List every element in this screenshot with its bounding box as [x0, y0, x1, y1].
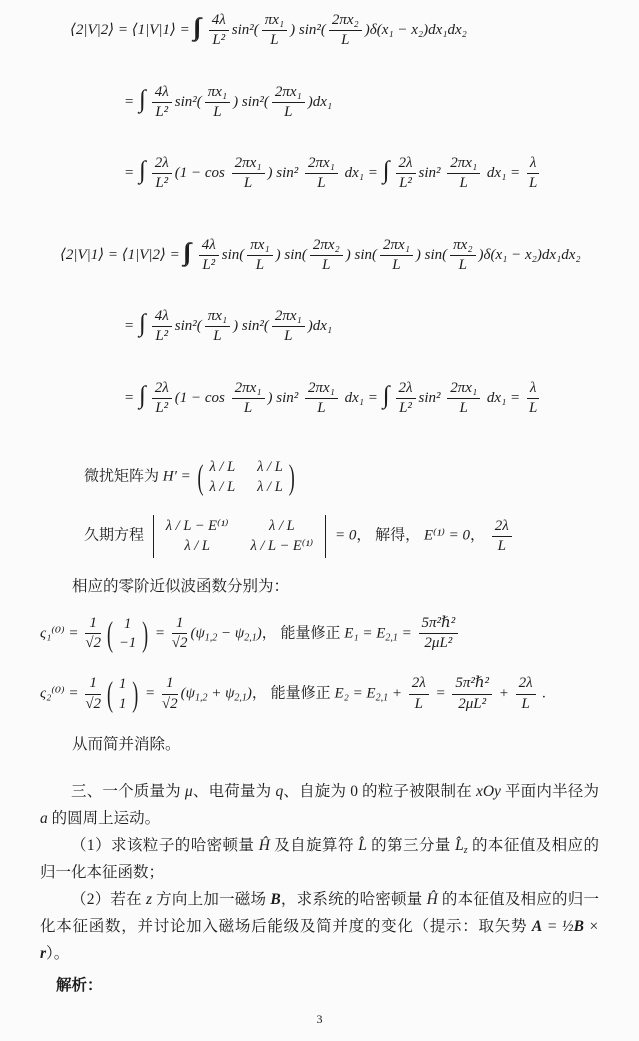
equation-secular-equation: [84, 515, 601, 557]
fraction-denominator: L²: [399, 175, 412, 192]
fraction-denominator: L²: [155, 103, 169, 120]
math-text: sin²: [418, 165, 445, 182]
text-run: 、电荷量为: [192, 783, 276, 801]
fraction-numerator: 2λ: [516, 675, 536, 694]
equation-diagonal-matrix-element: [70, 12, 601, 50]
equation-zero-order-state-1: [40, 614, 601, 654]
math-text: =: [124, 165, 138, 182]
text-run: ， 能量修正: [251, 685, 335, 702]
math-text: =: [151, 625, 169, 642]
matrix-cell: λ / L: [257, 459, 283, 475]
math-text: (1 − cos: [174, 165, 229, 182]
math-fraction: [447, 380, 480, 418]
math-fraction: [396, 380, 416, 418]
fraction-denominator: 2μL²: [458, 695, 487, 712]
text-run: 的圆周上运动。: [47, 810, 161, 828]
matrix-cell: 1: [123, 615, 132, 632]
problem-intro-paragraph: [40, 778, 599, 832]
math-fraction: [409, 675, 429, 713]
math-subscript: 1,2: [194, 692, 208, 704]
math-text: (1 − cos: [174, 389, 229, 406]
math-fraction: [527, 380, 540, 418]
problem-part-2-paragraph: [40, 886, 599, 967]
integral-sign: ∫: [138, 310, 146, 338]
text-run: ，求系统的哈密顿量: [280, 891, 427, 909]
matrix-cell: 1: [119, 695, 127, 712]
integral-sign: ∫: [138, 157, 146, 185]
fraction-numerator: 2λ: [152, 380, 172, 399]
fraction-numerator: πx₂: [450, 237, 475, 256]
text-run: 的本征值及相应的归一化本征函数；: [40, 837, 599, 882]
math-text: sin²(: [174, 93, 202, 110]
math-text: E₁ = E: [344, 625, 386, 642]
fraction-numerator: λ: [527, 155, 540, 174]
matrix-body: [153, 515, 326, 557]
equation-perturbation-matrix: [84, 457, 601, 497]
fraction-numerator: 2πx₁: [272, 84, 305, 103]
text-run: 微扰矩阵为: [84, 468, 163, 485]
fraction-denominator: L: [243, 175, 253, 192]
math-fraction: [152, 380, 172, 418]
math-text: H′ =: [162, 468, 195, 485]
math-fraction: [527, 155, 540, 193]
math-fraction: [272, 308, 305, 346]
fraction-numerator: 4λ: [152, 308, 172, 327]
fraction-numerator: 2πx₁: [272, 308, 305, 327]
math-text: sin²(: [174, 318, 202, 335]
fraction-numerator: 4λ: [152, 84, 172, 103]
math-subscript: 2,1: [234, 692, 247, 704]
fraction-denominator: L²: [212, 32, 226, 49]
math-fraction: [85, 615, 101, 653]
integral-sign: ∫: [382, 381, 390, 409]
math-text: E₂ = E: [334, 685, 376, 702]
math-text: z: [146, 891, 153, 909]
math-fraction: [152, 155, 172, 193]
math-fraction: [172, 615, 188, 653]
math-fraction: [232, 155, 265, 193]
fraction-denominator: L: [322, 256, 331, 273]
fraction-denominator: L: [213, 103, 222, 120]
fraction-numerator: 2πx₁: [380, 237, 413, 256]
math-bold-vector: B: [573, 918, 584, 936]
math-text: ς₂⁽⁰⁾ =: [40, 685, 83, 702]
math-fraction: [162, 675, 178, 713]
fraction-numerator: 5π²ℏ²: [419, 615, 459, 634]
math-text: ) sin²(: [290, 22, 326, 39]
math-subscript: 2,1: [375, 692, 389, 704]
equation-offdiagonal-matrix-element: [60, 237, 601, 275]
math-text: ) sin²: [267, 389, 302, 406]
fraction-numerator: 4λ: [199, 237, 219, 256]
math-fraction: [305, 155, 338, 193]
text-run: （2）若在: [71, 891, 146, 909]
fraction-denominator: L: [528, 175, 538, 192]
text-run: ， 能量修正: [261, 625, 345, 642]
text-run: ， 解得，: [356, 527, 424, 544]
math-text: )δ(x₁ − x₂)dx₁dx₂: [478, 246, 581, 263]
math-text: )dx₁: [307, 93, 333, 110]
text-run: 方向上加一磁场: [152, 891, 271, 909]
math-text: )dx₁: [307, 318, 333, 335]
math-fraction: [329, 12, 362, 50]
math-text: =: [431, 685, 450, 702]
matrix-cell: λ / L: [257, 478, 283, 495]
math-text: )δ(x₁ − x₂)dx₁dx₂: [364, 22, 467, 39]
fraction-denominator: L: [392, 256, 401, 273]
fraction-numerator: 2πx₁: [232, 380, 265, 399]
fraction-numerator: 2λ: [396, 155, 416, 174]
math-fraction: [199, 237, 219, 275]
math-text: L̂: [455, 837, 464, 855]
math-text: (ψ: [190, 625, 205, 642]
text-run: 的第三分量: [366, 837, 456, 855]
problem-part-1-paragraph: [40, 832, 599, 886]
left-paren: (: [107, 613, 114, 653]
fraction-denominator: √2: [85, 635, 102, 652]
math-text: +: [495, 685, 513, 702]
math-text: − ψ: [217, 625, 245, 642]
fraction-numerator: 2πx₁: [232, 155, 265, 174]
math-fraction: [205, 308, 230, 346]
math-text: ): [246, 685, 252, 702]
matrix-body: [114, 614, 141, 654]
math-text: ς₁⁽⁰⁾ =: [40, 625, 83, 642]
left-paren: (: [107, 674, 114, 714]
math-text: dx₁ =: [483, 389, 524, 406]
fraction-denominator: L: [284, 103, 293, 120]
math-text: ⟨2|V|1⟩ = ⟨1|V|2⟩ =: [60, 246, 184, 263]
fraction-numerator: πx₁: [205, 308, 230, 327]
math-fraction: [232, 380, 265, 418]
math-subscript: 2,1: [244, 632, 257, 644]
math-subscript: 2,1: [385, 632, 398, 644]
math-text: ): [256, 625, 262, 642]
fraction-denominator: L: [243, 399, 253, 416]
equation-diagonal-step-2: [124, 84, 601, 122]
right-paren: ): [288, 457, 295, 497]
math-text: =: [124, 318, 138, 335]
math-fraction: [380, 237, 413, 275]
text-run: 、自旋为 0 的粒子被限制在: [283, 783, 476, 801]
math-fraction: [452, 675, 492, 713]
math-text: μ: [184, 783, 193, 801]
math-text: ) sin²(: [233, 318, 269, 335]
fraction-denominator: L: [317, 175, 326, 192]
analysis-label: 解析：: [56, 977, 103, 995]
fraction-numerator: 2πx₂: [310, 237, 343, 256]
math-text: ×: [583, 918, 599, 936]
fraction-numerator: πx₁: [205, 84, 230, 103]
text-run: （1）求该粒子的哈密顿量: [71, 837, 259, 855]
math-text: ) sin²: [267, 165, 302, 182]
equation-zero-order-state-2: [40, 674, 601, 714]
math-text: =: [124, 93, 138, 110]
text-run: 及自旋算符: [269, 837, 359, 855]
integral-sign: ∫: [382, 157, 390, 185]
fraction-denominator: L: [459, 399, 468, 416]
math-text: L̂: [358, 837, 367, 855]
math-text: sin²: [418, 389, 445, 406]
matrix-cell: −1: [119, 635, 137, 652]
fraction-denominator: L: [270, 32, 279, 49]
fraction-denominator: √2: [161, 695, 178, 712]
fraction-numerator: 2πx₁: [447, 380, 480, 399]
text-run: 三、一个质量为: [71, 783, 185, 801]
math-text: ) sin(: [275, 246, 307, 263]
fraction-denominator: L: [255, 256, 265, 273]
fraction-denominator: L: [213, 328, 222, 345]
problem-three-statement: [38, 778, 601, 967]
matrix-cell: λ / L − E⁽¹⁾: [165, 518, 229, 535]
math-fraction: [152, 308, 172, 346]
text-run: 久期方程: [84, 527, 148, 544]
page-number: 3: [316, 1012, 323, 1026]
fraction-numerator: πx₁: [262, 12, 287, 31]
math-matrix: [106, 614, 149, 654]
fraction-numerator: 2πx₁: [305, 380, 338, 399]
fraction-denominator: L: [284, 328, 293, 345]
math-fraction: [205, 84, 230, 122]
fraction-numerator: πx₁: [247, 237, 272, 256]
right-paren: ): [132, 674, 139, 714]
matrix-cell: λ / L: [269, 518, 295, 535]
fraction-denominator: L: [458, 256, 468, 273]
math-text: (ψ: [180, 685, 195, 702]
math-text: ) sin²(: [233, 93, 269, 110]
math-matrix: [197, 457, 296, 497]
math-text: E⁽¹⁾ = 0: [423, 527, 471, 544]
math-text: sin(: [221, 246, 245, 263]
fraction-denominator: L: [528, 399, 538, 416]
fraction-denominator: L: [497, 538, 506, 555]
matrix-cell: 1: [119, 676, 127, 693]
math-text: dx₁ =: [340, 165, 382, 182]
integral-sign: ∫: [138, 381, 146, 409]
fraction-numerator: 2πx₁: [447, 155, 480, 174]
math-text: =: [141, 685, 159, 702]
fraction-denominator: √2: [171, 635, 188, 652]
math-fraction: [516, 675, 536, 713]
fraction-numerator: 2λ: [409, 675, 429, 694]
math-fraction: [305, 380, 338, 418]
math-bold-vector: A: [531, 918, 543, 936]
math-text: sin²(: [231, 22, 259, 39]
equation-offdiagonal-result: [124, 380, 601, 418]
math-bold-vector: B: [270, 891, 281, 909]
matrix-cell: λ / L: [209, 459, 236, 475]
math-fraction: [310, 237, 343, 275]
fraction-denominator: L: [341, 32, 350, 49]
math-text: ) sin(: [415, 246, 448, 263]
math-fraction: [396, 155, 416, 193]
math-fraction: [492, 518, 512, 556]
math-text: xOy: [475, 783, 501, 801]
math-fraction: [272, 84, 305, 122]
zero-order-wavefunction-intro: 相应的零阶近似波函数分别为：: [72, 577, 290, 595]
math-text: =: [124, 389, 138, 406]
math-text: dx₁ =: [483, 165, 524, 182]
matrix-cell: λ / L: [209, 478, 236, 495]
matrix-cell: λ / L − E⁽¹⁾: [250, 538, 314, 555]
text-run: ，: [470, 527, 489, 544]
math-text: = ½: [542, 918, 574, 936]
math-fraction: [450, 237, 475, 275]
math-fraction: [152, 84, 172, 122]
fraction-denominator: L²: [155, 175, 169, 192]
math-text: ⟨2|V|2⟩ = ⟨1|V|1⟩ =: [70, 22, 194, 39]
math-matrix: [106, 674, 139, 714]
matrix-cell: λ / L: [184, 538, 210, 555]
fraction-denominator: L²: [399, 399, 412, 416]
equation-diagonal-result: [124, 155, 601, 193]
fraction-numerator: 1: [172, 615, 188, 634]
math-fraction: [419, 615, 459, 653]
fraction-numerator: 2λ: [396, 380, 416, 399]
math-bold-vector: r: [40, 945, 47, 963]
math-text: Ĥ: [426, 891, 438, 909]
fraction-numerator: 4λ: [209, 12, 229, 31]
fraction-numerator: 1: [85, 615, 101, 634]
math-text: .: [538, 685, 547, 702]
matrix-body: [205, 457, 288, 497]
text-run: ）。: [46, 945, 70, 963]
fraction-numerator: λ: [527, 380, 540, 399]
fraction-denominator: L²: [202, 256, 216, 273]
degeneracy-removed-note: 从而简并消除。: [72, 736, 181, 754]
fraction-numerator: 2λ: [152, 155, 172, 174]
math-subscript: 1,2: [204, 632, 218, 644]
math-subscript: z: [463, 845, 468, 857]
text-run: 的本征值及相应的归一化本征函数，并讨论加入磁场后能级及简并度的变化（提示：取矢势: [40, 891, 599, 936]
matrix-body: [114, 674, 131, 714]
equation-offdiagonal-step-2: [124, 308, 601, 346]
fraction-denominator: 2μL²: [424, 635, 453, 652]
fraction-denominator: L: [414, 695, 423, 712]
math-fraction: [247, 237, 272, 275]
fraction-numerator: 1: [162, 675, 178, 694]
math-text: dx₁ =: [340, 389, 382, 406]
fraction-denominator: L²: [155, 328, 169, 345]
math-text: +: [388, 685, 406, 702]
math-fraction: [209, 12, 229, 50]
fraction-denominator: L: [521, 695, 530, 712]
math-fraction: [85, 675, 101, 713]
right-paren: ): [142, 613, 149, 653]
math-fraction: [447, 155, 480, 193]
fraction-denominator: L: [459, 175, 468, 192]
fraction-denominator: √2: [85, 695, 102, 712]
math-text: = 0: [331, 527, 357, 544]
fraction-numerator: 2πx₂: [329, 12, 362, 31]
math-text: q: [275, 783, 284, 801]
math-fraction: [262, 12, 287, 50]
fraction-numerator: 1: [85, 675, 101, 694]
fraction-denominator: L²: [155, 399, 169, 416]
fraction-numerator: 2λ: [492, 518, 512, 537]
math-determinant: [150, 515, 329, 557]
fraction-numerator: 2πx₁: [305, 155, 338, 174]
math-text: ) sin(: [345, 246, 378, 263]
integral-sign: ∫: [138, 85, 146, 113]
text-run: 平面内半径为: [500, 783, 599, 801]
left-paren: (: [197, 457, 204, 497]
math-text: =: [397, 625, 416, 642]
fraction-numerator: 5π²ℏ²: [452, 675, 492, 694]
math-text: Ĥ: [258, 837, 270, 855]
fraction-denominator: L: [317, 399, 326, 416]
math-text: + ψ: [207, 685, 235, 702]
math-text: a: [40, 810, 48, 828]
